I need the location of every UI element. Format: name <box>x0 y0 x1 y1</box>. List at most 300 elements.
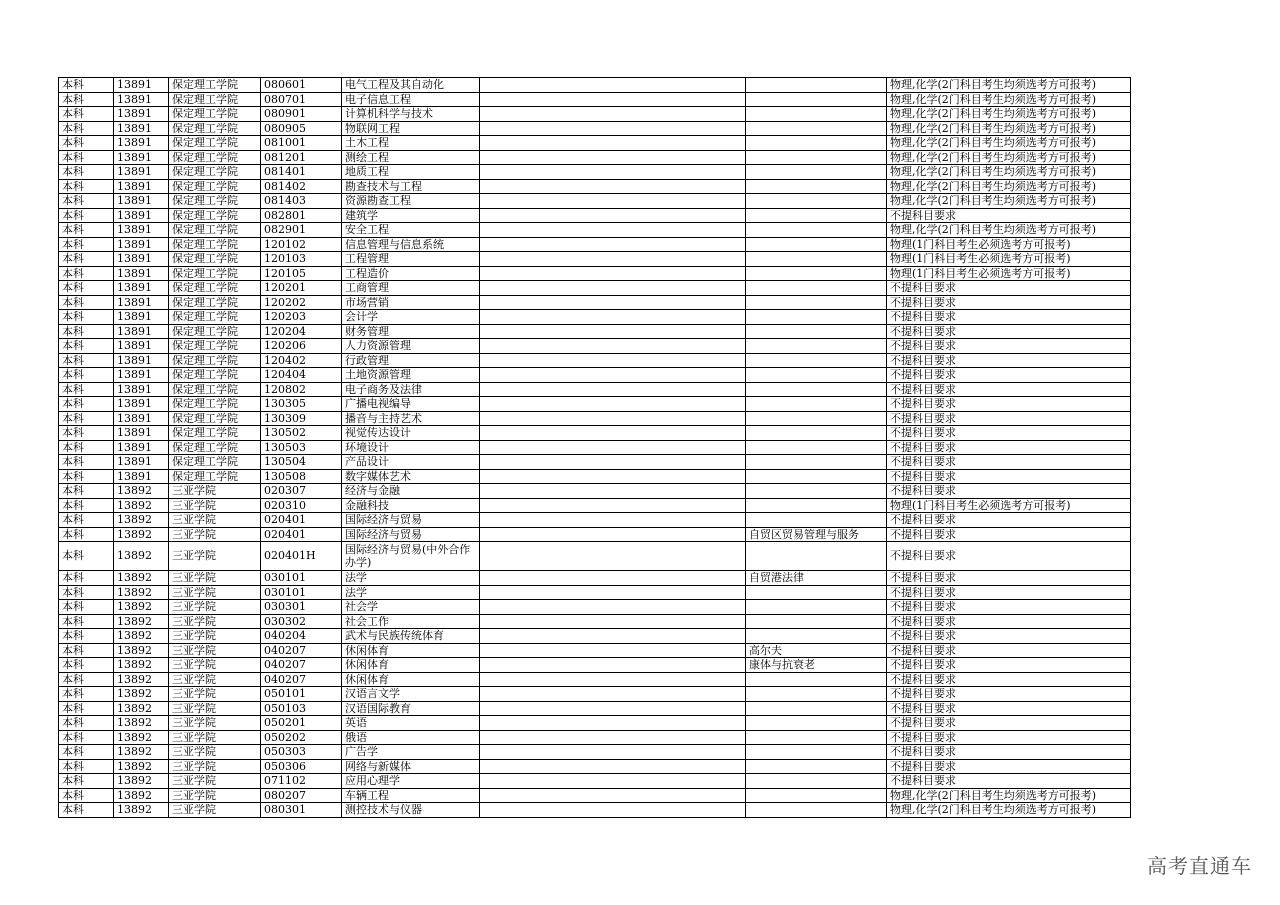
table-cell-major: 财务管理 <box>342 324 480 339</box>
table-cell-requirement: 物理,化学(2门科目考生均须选考方可报考) <box>887 78 1131 93</box>
table-cell-major-code: 050201 <box>261 716 342 731</box>
table-cell-level: 本科 <box>59 542 114 571</box>
table-cell-school-code: 13891 <box>114 92 169 107</box>
table-cell-major-code: 081403 <box>261 194 342 209</box>
table-cell-major: 测控技术与仪器 <box>342 803 480 818</box>
table-cell-note <box>480 600 746 615</box>
table-cell-note <box>480 469 746 484</box>
table-cell-direction <box>746 803 887 818</box>
table-cell-school-code: 13891 <box>114 440 169 455</box>
table-cell-requirement: 物理,化学(2门科目考生均须选考方可报考) <box>887 92 1131 107</box>
table-cell-note <box>480 440 746 455</box>
table-cell-direction <box>746 223 887 238</box>
table-cell-direction <box>746 281 887 296</box>
table-cell-requirement: 不提科目要求 <box>887 281 1131 296</box>
table-cell-school-name: 保定理工学院 <box>169 237 261 252</box>
table-cell-level: 本科 <box>59 107 114 122</box>
table-cell-requirement: 不提科目要求 <box>887 527 1131 542</box>
table-cell-requirement: 不提科目要求 <box>887 716 1131 731</box>
table-cell-major-code: 040204 <box>261 629 342 644</box>
table-cell-school-name: 三亚学院 <box>169 803 261 818</box>
table-cell-direction <box>746 194 887 209</box>
table-cell-note <box>480 455 746 470</box>
table-cell-level: 本科 <box>59 730 114 745</box>
table-cell-school-code: 13891 <box>114 266 169 281</box>
table-cell-school-code: 13891 <box>114 78 169 93</box>
table-cell-level: 本科 <box>59 716 114 731</box>
table-cell-note <box>480 397 746 412</box>
table-cell-level: 本科 <box>59 411 114 426</box>
table-cell-school-code: 13891 <box>114 324 169 339</box>
table-cell-major-code: 080207 <box>261 788 342 803</box>
table-cell-requirement: 物理,化学(2门科目考生均须选考方可报考) <box>887 223 1131 238</box>
table-cell-school-name: 保定理工学院 <box>169 455 261 470</box>
admission-table <box>58 77 1131 818</box>
table-cell-school-name: 保定理工学院 <box>169 208 261 223</box>
table-cell-major: 建筑学 <box>342 208 480 223</box>
table-row <box>59 208 1131 223</box>
table-cell-level: 本科 <box>59 759 114 774</box>
table-cell-major: 休闲体育 <box>342 643 480 658</box>
table-cell-requirement: 不提科目要求 <box>887 382 1131 397</box>
table-row <box>59 745 1131 760</box>
table-cell-requirement: 不提科目要求 <box>887 353 1131 368</box>
table-cell-major: 播音与主持艺术 <box>342 411 480 426</box>
table-cell-major-code: 130508 <box>261 469 342 484</box>
table-cell-requirement: 不提科目要求 <box>887 730 1131 745</box>
table-cell-level: 本科 <box>59 527 114 542</box>
table-cell-major: 英语 <box>342 716 480 731</box>
table-cell-level: 本科 <box>59 92 114 107</box>
table-cell-direction <box>746 614 887 629</box>
table-cell-requirement: 不提科目要求 <box>887 687 1131 702</box>
table-row <box>59 78 1131 93</box>
table-cell-note <box>480 165 746 180</box>
table-cell-school-name: 三亚学院 <box>169 716 261 731</box>
table-cell-requirement: 不提科目要求 <box>887 469 1131 484</box>
table-cell-requirement: 不提科目要求 <box>887 585 1131 600</box>
table-cell-requirement: 不提科目要求 <box>887 542 1131 571</box>
table-cell-level: 本科 <box>59 281 114 296</box>
table-cell-major: 勘查技术与工程 <box>342 179 480 194</box>
table-cell-school-name: 三亚学院 <box>169 658 261 673</box>
table-cell-major: 市场营销 <box>342 295 480 310</box>
table-cell-school-name: 保定理工学院 <box>169 324 261 339</box>
table-cell-requirement: 物理(1门科目考生必须选考方可报考) <box>887 498 1131 513</box>
table-cell-school-code: 13892 <box>114 542 169 571</box>
table-row <box>59 194 1131 209</box>
table-row <box>59 527 1131 542</box>
table-cell-direction <box>746 788 887 803</box>
table-cell-school-code: 13891 <box>114 179 169 194</box>
table-cell-major: 土木工程 <box>342 136 480 151</box>
table-cell-major: 产品设计 <box>342 455 480 470</box>
table-cell-note <box>480 484 746 499</box>
table-cell-note <box>480 136 746 151</box>
table-cell-school-code: 13892 <box>114 716 169 731</box>
table-cell-requirement: 不提科目要求 <box>887 701 1131 716</box>
table-cell-major: 武术与民族传统体育 <box>342 629 480 644</box>
table-cell-school-code: 13892 <box>114 759 169 774</box>
table-cell-requirement: 不提科目要求 <box>887 484 1131 499</box>
table-cell-level: 本科 <box>59 614 114 629</box>
table-cell-direction <box>746 165 887 180</box>
table-cell-direction <box>746 498 887 513</box>
table-cell-note <box>480 194 746 209</box>
table-cell-direction <box>746 92 887 107</box>
table-cell-school-code: 13891 <box>114 223 169 238</box>
table-cell-school-code: 13892 <box>114 527 169 542</box>
table-cell-requirement: 物理,化学(2门科目考生均须选考方可报考) <box>887 788 1131 803</box>
table-cell-note <box>480 121 746 136</box>
table-cell-school-name: 保定理工学院 <box>169 78 261 93</box>
table-cell-major: 网络与新媒体 <box>342 759 480 774</box>
table-row <box>59 266 1131 281</box>
table-cell-major-code: 120206 <box>261 339 342 354</box>
table-cell-school-code: 13892 <box>114 643 169 658</box>
table-cell-level: 本科 <box>59 237 114 252</box>
table-row <box>59 643 1131 658</box>
table-row <box>59 310 1131 325</box>
table-cell-school-code: 13892 <box>114 600 169 615</box>
table-cell-major-code: 050306 <box>261 759 342 774</box>
table-row <box>59 223 1131 238</box>
table-cell-major-code: 040207 <box>261 672 342 687</box>
table-cell-level: 本科 <box>59 426 114 441</box>
table-cell-note <box>480 353 746 368</box>
table-cell-school-code: 13892 <box>114 701 169 716</box>
table-row <box>59 339 1131 354</box>
table-cell-major-code: 080701 <box>261 92 342 107</box>
table-cell-major: 电子信息工程 <box>342 92 480 107</box>
table-cell-school-name: 保定理工学院 <box>169 310 261 325</box>
table-cell-school-name: 三亚学院 <box>169 629 261 644</box>
table-cell-school-name: 保定理工学院 <box>169 107 261 122</box>
table-cell-school-code: 13892 <box>114 730 169 745</box>
table-cell-school-code: 13891 <box>114 382 169 397</box>
table-cell-school-name: 三亚学院 <box>169 585 261 600</box>
table-cell-major: 视觉传达设计 <box>342 426 480 441</box>
table-cell-direction <box>746 179 887 194</box>
table-cell-note <box>480 382 746 397</box>
table-cell-requirement: 不提科目要求 <box>887 513 1131 528</box>
table-cell-school-code: 13892 <box>114 745 169 760</box>
table-cell-direction <box>746 78 887 93</box>
table-cell-school-name: 保定理工学院 <box>169 295 261 310</box>
table-cell-level: 本科 <box>59 397 114 412</box>
table-cell-major-code: 080601 <box>261 78 342 93</box>
table-cell-school-code: 13892 <box>114 774 169 789</box>
table-cell-major: 法学 <box>342 571 480 586</box>
table-row <box>59 716 1131 731</box>
table-row <box>59 382 1131 397</box>
table-cell-requirement: 物理,化学(2门科目考生均须选考方可报考) <box>887 194 1131 209</box>
table-cell-major: 信息管理与信息系统 <box>342 237 480 252</box>
table-cell-school-code: 13891 <box>114 208 169 223</box>
table-cell-major-code: 080301 <box>261 803 342 818</box>
table-cell-level: 本科 <box>59 672 114 687</box>
table-cell-level: 本科 <box>59 658 114 673</box>
table-cell-school-code: 13891 <box>114 281 169 296</box>
table-cell-note <box>480 730 746 745</box>
table-cell-direction <box>746 600 887 615</box>
table-cell-major-code: 081401 <box>261 165 342 180</box>
table-cell-note <box>480 78 746 93</box>
table-cell-major-code: 030101 <box>261 571 342 586</box>
table-cell-note <box>480 788 746 803</box>
table-row <box>59 179 1131 194</box>
table-row <box>59 571 1131 586</box>
table-row <box>59 440 1131 455</box>
table-cell-major: 工商管理 <box>342 281 480 296</box>
table-cell-school-name: 三亚学院 <box>169 571 261 586</box>
table-cell-note <box>480 643 746 658</box>
table-cell-major-code: 130503 <box>261 440 342 455</box>
table-cell-major: 工程造价 <box>342 266 480 281</box>
table-cell-school-code: 13891 <box>114 426 169 441</box>
table-cell-major-code: 020307 <box>261 484 342 499</box>
table-cell-direction <box>746 136 887 151</box>
table-cell-major: 物联网工程 <box>342 121 480 136</box>
table-cell-requirement: 不提科目要求 <box>887 600 1131 615</box>
table-cell-note <box>480 266 746 281</box>
table-cell-level: 本科 <box>59 803 114 818</box>
table-cell-school-name: 保定理工学院 <box>169 382 261 397</box>
table-cell-note <box>480 295 746 310</box>
table-cell-level: 本科 <box>59 585 114 600</box>
table-cell-school-code: 13892 <box>114 672 169 687</box>
table-cell-major-code: 120204 <box>261 324 342 339</box>
table-cell-level: 本科 <box>59 353 114 368</box>
table-cell-school-name: 三亚学院 <box>169 527 261 542</box>
table-cell-major: 应用心理学 <box>342 774 480 789</box>
table-cell-school-code: 13892 <box>114 513 169 528</box>
table-cell-note <box>480 368 746 383</box>
table-cell-level: 本科 <box>59 179 114 194</box>
table-cell-school-name: 三亚学院 <box>169 701 261 716</box>
table-cell-direction <box>746 745 887 760</box>
table-row <box>59 426 1131 441</box>
table-cell-major: 工程管理 <box>342 252 480 267</box>
table-cell-requirement: 不提科目要求 <box>887 397 1131 412</box>
table-cell-school-name: 保定理工学院 <box>169 426 261 441</box>
table-cell-level: 本科 <box>59 701 114 716</box>
table-cell-level: 本科 <box>59 484 114 499</box>
table-cell-school-code: 13892 <box>114 687 169 702</box>
table-row <box>59 629 1131 644</box>
table-cell-level: 本科 <box>59 121 114 136</box>
table-row <box>59 585 1131 600</box>
table-cell-note <box>480 252 746 267</box>
table-cell-school-code: 13892 <box>114 788 169 803</box>
table-cell-school-code: 13891 <box>114 107 169 122</box>
table-cell-major-code: 020310 <box>261 498 342 513</box>
table-cell-level: 本科 <box>59 136 114 151</box>
table-cell-note <box>480 745 746 760</box>
table-cell-level: 本科 <box>59 165 114 180</box>
table-cell-note <box>480 310 746 325</box>
table-cell-major-code: 120802 <box>261 382 342 397</box>
table-cell-requirement: 物理,化学(2门科目考生均须选考方可报考) <box>887 150 1131 165</box>
table-cell-level: 本科 <box>59 382 114 397</box>
table-cell-level: 本科 <box>59 629 114 644</box>
table-cell-major-code: 130305 <box>261 397 342 412</box>
table-cell-note <box>480 237 746 252</box>
table-row <box>59 92 1131 107</box>
table-cell-direction <box>746 382 887 397</box>
table-cell-level: 本科 <box>59 208 114 223</box>
table-cell-direction <box>746 266 887 281</box>
table-row <box>59 368 1131 383</box>
table-cell-requirement: 不提科目要求 <box>887 629 1131 644</box>
table-cell-level: 本科 <box>59 310 114 325</box>
table-cell-note <box>480 150 746 165</box>
table-row <box>59 237 1131 252</box>
table-cell-major: 人力资源管理 <box>342 339 480 354</box>
table-cell-requirement: 不提科目要求 <box>887 339 1131 354</box>
table-cell-major-code: 120402 <box>261 353 342 368</box>
table-row <box>59 295 1131 310</box>
table-cell-major-code: 050103 <box>261 701 342 716</box>
table-cell-direction <box>746 411 887 426</box>
table-cell-direction <box>746 208 887 223</box>
table-cell-direction <box>746 759 887 774</box>
table-row <box>59 107 1131 122</box>
table-cell-note <box>480 281 746 296</box>
table-cell-direction <box>746 484 887 499</box>
table-row <box>59 411 1131 426</box>
table-cell-direction <box>746 440 887 455</box>
table-cell-school-name: 保定理工学院 <box>169 150 261 165</box>
table-cell-major: 社会工作 <box>342 614 480 629</box>
table-cell-major-code: 120201 <box>261 281 342 296</box>
table-cell-school-name: 保定理工学院 <box>169 194 261 209</box>
table-cell-school-code: 13892 <box>114 571 169 586</box>
table-cell-major: 汉语国际教育 <box>342 701 480 716</box>
table-cell-requirement: 不提科目要求 <box>887 455 1131 470</box>
table-cell-direction <box>746 513 887 528</box>
table-cell-level: 本科 <box>59 324 114 339</box>
table-cell-school-code: 13891 <box>114 397 169 412</box>
table-cell-school-code: 13892 <box>114 498 169 513</box>
table-cell-major-code: 082901 <box>261 223 342 238</box>
table-cell-major: 广播电视编导 <box>342 397 480 412</box>
table-cell-major: 数字媒体艺术 <box>342 469 480 484</box>
table-cell-school-name: 三亚学院 <box>169 788 261 803</box>
table-cell-major: 资源勘查工程 <box>342 194 480 209</box>
table-cell-level: 本科 <box>59 643 114 658</box>
table-cell-school-name: 保定理工学院 <box>169 252 261 267</box>
table-cell-level: 本科 <box>59 223 114 238</box>
table-cell-direction <box>746 121 887 136</box>
table-row <box>59 701 1131 716</box>
table-row <box>59 672 1131 687</box>
table-cell-level: 本科 <box>59 339 114 354</box>
table-cell-requirement: 不提科目要求 <box>887 208 1131 223</box>
table-cell-note <box>480 107 746 122</box>
table-cell-requirement: 不提科目要求 <box>887 571 1131 586</box>
table-cell-major-code: 020401 <box>261 513 342 528</box>
table-cell-level: 本科 <box>59 571 114 586</box>
table-cell-note <box>480 701 746 716</box>
table-cell-requirement: 物理(1门科目考生必须选考方可报考) <box>887 266 1131 281</box>
table-cell-school-name: 三亚学院 <box>169 745 261 760</box>
table-cell-major-code: 130309 <box>261 411 342 426</box>
table-cell-major: 会计学 <box>342 310 480 325</box>
table-cell-major-code: 081402 <box>261 179 342 194</box>
table-cell-school-name: 三亚学院 <box>169 759 261 774</box>
table-cell-major: 法学 <box>342 585 480 600</box>
table-cell-school-name: 保定理工学院 <box>169 165 261 180</box>
table-cell-direction <box>746 310 887 325</box>
table-cell-major-code: 120102 <box>261 237 342 252</box>
table-cell-major-code: 081201 <box>261 150 342 165</box>
table-cell-school-code: 13892 <box>114 585 169 600</box>
table-row <box>59 150 1131 165</box>
table-cell-requirement: 不提科目要求 <box>887 310 1131 325</box>
table-row <box>59 774 1131 789</box>
table-cell-school-code: 13892 <box>114 614 169 629</box>
table-cell-direction <box>746 629 887 644</box>
table-row <box>59 600 1131 615</box>
table-row <box>59 353 1131 368</box>
table-cell-direction <box>746 324 887 339</box>
table-cell-major-code: 120103 <box>261 252 342 267</box>
table-cell-school-name: 保定理工学院 <box>169 368 261 383</box>
table-cell-requirement: 物理,化学(2门科目考生均须选考方可报考) <box>887 136 1131 151</box>
table-row <box>59 324 1131 339</box>
table-cell-major: 安全工程 <box>342 223 480 238</box>
table-cell-requirement: 不提科目要求 <box>887 774 1131 789</box>
table-cell-major-code: 050303 <box>261 745 342 760</box>
table-cell-level: 本科 <box>59 266 114 281</box>
table-cell-level: 本科 <box>59 252 114 267</box>
table-cell-requirement: 不提科目要求 <box>887 672 1131 687</box>
table-cell-school-code: 13891 <box>114 469 169 484</box>
table-cell-direction: 自贸区贸易管理与服务 <box>746 527 887 542</box>
table-cell-direction <box>746 542 887 571</box>
table-cell-school-code: 13892 <box>114 484 169 499</box>
table-cell-school-name: 三亚学院 <box>169 498 261 513</box>
table-cell-school-name: 三亚学院 <box>169 513 261 528</box>
table-cell-requirement: 物理(1门科目考生必须选考方可报考) <box>887 252 1131 267</box>
table-cell-level: 本科 <box>59 150 114 165</box>
table-cell-requirement: 物理,化学(2门科目考生均须选考方可报考) <box>887 107 1131 122</box>
table-cell-note <box>480 324 746 339</box>
table-cell-direction <box>746 368 887 383</box>
table-cell-direction <box>746 774 887 789</box>
table-cell-major: 汉语言文学 <box>342 687 480 702</box>
table-cell-school-name: 保定理工学院 <box>169 353 261 368</box>
table-cell-school-name: 保定理工学院 <box>169 136 261 151</box>
table-row <box>59 252 1131 267</box>
table-cell-major: 休闲体育 <box>342 658 480 673</box>
table-cell-level: 本科 <box>59 513 114 528</box>
table-cell-level: 本科 <box>59 774 114 789</box>
table-cell-major: 电子商务及法律 <box>342 382 480 397</box>
table-cell-school-name: 保定理工学院 <box>169 266 261 281</box>
table-cell-note <box>480 411 746 426</box>
table-cell-level: 本科 <box>59 455 114 470</box>
table-cell-school-name: 保定理工学院 <box>169 121 261 136</box>
table-row <box>59 469 1131 484</box>
table-cell-level: 本科 <box>59 687 114 702</box>
table-cell-school-code: 13891 <box>114 411 169 426</box>
table-cell-school-name: 保定理工学院 <box>169 92 261 107</box>
table-cell-direction <box>746 585 887 600</box>
table-row <box>59 498 1131 513</box>
table-cell-major: 计算机科学与技术 <box>342 107 480 122</box>
